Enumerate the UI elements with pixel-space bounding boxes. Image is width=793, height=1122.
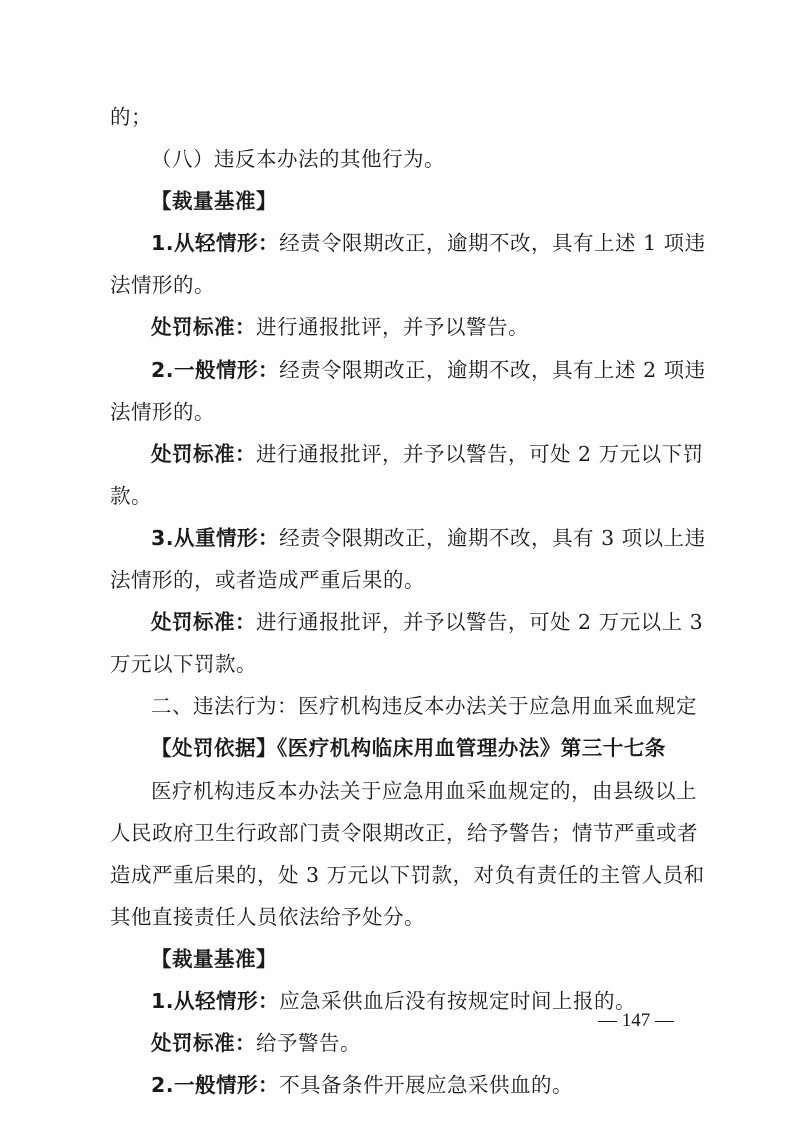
bold-label: 2.一般情形： bbox=[151, 357, 280, 382]
bold-label: 处罚标准： bbox=[151, 315, 256, 340]
bold-label: 处罚标准： bbox=[151, 610, 256, 635]
text-line bbox=[110, 349, 706, 391]
text-line bbox=[110, 222, 706, 264]
paragraph-text: 造成严重后果的，处 3 万元以下罚款，对负有责任的主管人员和 bbox=[110, 862, 705, 887]
text-line bbox=[110, 517, 706, 559]
text-line bbox=[110, 601, 704, 643]
paragraph-text: 人民政府卫生行政部门责令限期改正，给予警告；情节严重或者 bbox=[110, 820, 698, 845]
text-line bbox=[110, 559, 698, 601]
text-line bbox=[110, 138, 698, 180]
text-line bbox=[110, 96, 698, 138]
text-line bbox=[110, 475, 698, 517]
text-line bbox=[110, 896, 698, 938]
text-line bbox=[110, 391, 698, 433]
paragraph-text: 进行通报批评，并予以警告。 bbox=[256, 315, 529, 340]
paragraph-text: 法情形的，或者造成严重后果的。 bbox=[110, 568, 425, 593]
paragraph-text: 万元以下罚款。 bbox=[110, 652, 257, 677]
paragraph-text: 经责令限期改正，逾期不改，具有 3 项以上违 bbox=[279, 525, 706, 550]
heading-text: 【裁量基准】 bbox=[151, 189, 277, 214]
text-line bbox=[110, 812, 698, 854]
section-title bbox=[110, 685, 698, 727]
document-body bbox=[110, 96, 706, 1106]
paragraph-text: 其他直接责任人员依法给予处分。 bbox=[110, 904, 425, 929]
section-heading bbox=[110, 727, 698, 769]
paragraph-text: 法情形的。 bbox=[110, 399, 215, 424]
paragraph-text: 法情形的。 bbox=[110, 273, 215, 298]
paragraph-text: 款。 bbox=[110, 483, 152, 508]
paragraph-text: 不具备条件开展应急采供血的。 bbox=[279, 1073, 574, 1098]
text-line bbox=[110, 643, 698, 685]
paragraph-text: 进行通报批评，并予以警告，可处 2 万元以下罚 bbox=[256, 441, 704, 466]
bold-label: 2.一般情形： bbox=[151, 1073, 280, 1098]
text-line bbox=[110, 854, 705, 896]
paragraph-text: 经责令限期改正，逾期不改，具有上述 1 项违 bbox=[279, 231, 706, 256]
section-heading bbox=[110, 938, 698, 980]
paragraph-text: 经责令限期改正，逾期不改，具有上述 2 项违 bbox=[279, 357, 706, 382]
paragraph-text: 的； bbox=[110, 105, 152, 129]
paragraph-text: 二、违法行为：医疗机构违反本办法关于应急用血采血规定 bbox=[151, 694, 697, 719]
paragraph-text: 给予警告。 bbox=[256, 1031, 361, 1056]
paragraph-text: 医疗机构违反本办法关于应急用血采血规定的，由县级以上 bbox=[151, 778, 697, 803]
text-line bbox=[110, 1064, 698, 1106]
text-line bbox=[110, 306, 698, 348]
paragraph-text: 进行通报批评，并予以警告，可处 2 万元以上 3 bbox=[256, 610, 704, 635]
text-line bbox=[110, 770, 698, 812]
bold-label: 1.从轻情形： bbox=[151, 988, 280, 1013]
heading-text: 【处罚依据】《医疗机构临床用血管理办法》第三十七条 bbox=[151, 736, 666, 761]
section-heading bbox=[110, 180, 698, 222]
paragraph-text: （八）违反本办法的其他行为。 bbox=[151, 147, 445, 172]
bold-label: 3.从重情形： bbox=[151, 525, 280, 550]
text-line bbox=[110, 433, 704, 475]
paragraph-text: 应急采供血后没有按规定时间上报的。 bbox=[279, 988, 637, 1013]
bold-label: 1.从轻情形： bbox=[151, 231, 280, 256]
bold-label: 处罚标准： bbox=[151, 441, 256, 466]
text-line bbox=[110, 264, 698, 306]
page-number: — 147 — bbox=[598, 1010, 674, 1031]
bold-label: 处罚标准： bbox=[151, 1031, 256, 1056]
heading-text: 【裁量基准】 bbox=[151, 946, 277, 971]
